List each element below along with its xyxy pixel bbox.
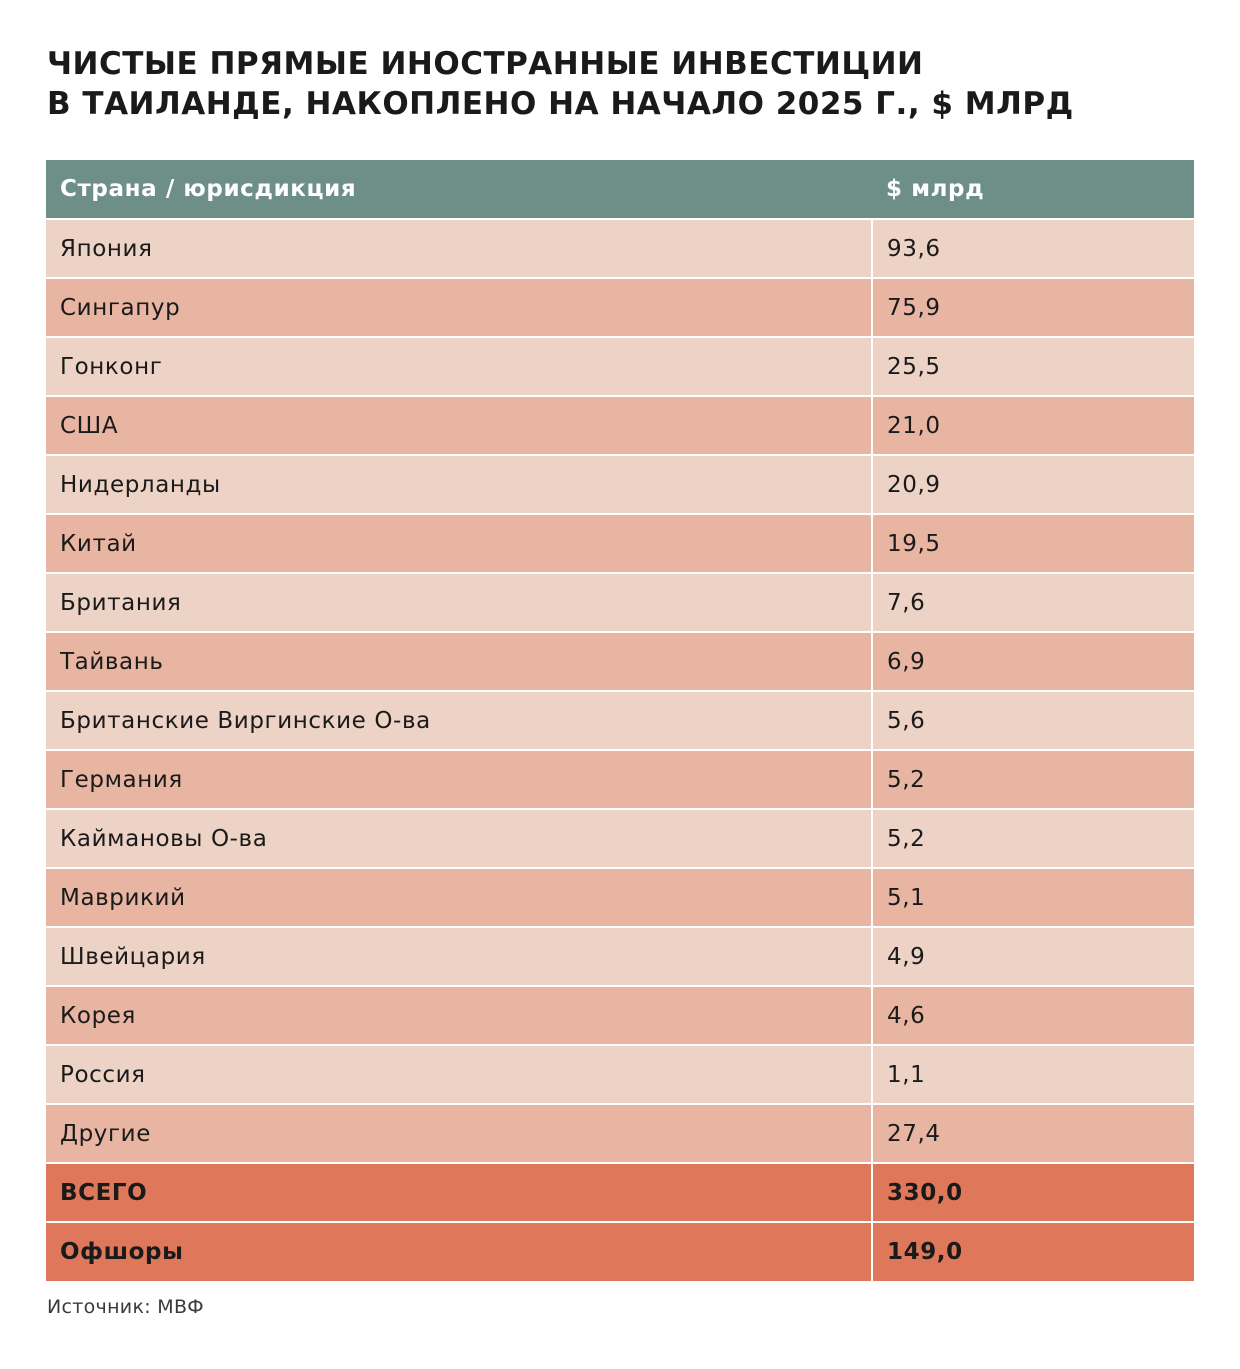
country-cell: Сингапур (46, 278, 872, 337)
table-row (46, 1045, 1194, 1104)
country-cell: Япония (46, 219, 872, 278)
table-row (46, 868, 1194, 927)
value-cell: 75,9 (872, 278, 1194, 337)
country-cell: Россия (46, 1045, 872, 1104)
chart-title-line-1: ЧИСТЫЕ ПРЯМЫЕ ИНОСТРАННЫЕ ИНВЕСТИЦИИ (47, 46, 924, 82)
country-cell: Британские Виргинские О-ва (46, 691, 872, 750)
country-cell: Германия (46, 750, 872, 809)
total-label-cell: Офшоры (46, 1222, 872, 1281)
country-cell: США (46, 396, 872, 455)
table-row (46, 396, 1194, 455)
value-cell: 25,5 (872, 337, 1194, 396)
value-cell: 27,4 (872, 1104, 1194, 1163)
table-row (46, 278, 1194, 337)
table-row (46, 1104, 1194, 1163)
table-row (46, 632, 1194, 691)
value-cell: 5,6 (872, 691, 1194, 750)
value-cell: 5,2 (872, 809, 1194, 868)
value-cell: 19,5 (872, 514, 1194, 573)
total-value-cell: 330,0 (872, 1163, 1194, 1222)
country-cell: Гонконг (46, 337, 872, 396)
table-total-row (46, 1163, 1194, 1222)
table-row (46, 809, 1194, 868)
value-cell: 5,2 (872, 750, 1194, 809)
table-row (46, 514, 1194, 573)
country-cell: Маврикий (46, 868, 872, 927)
table-row (46, 691, 1194, 750)
chart-title-line-2: В ТАИЛАНДЕ, НАКОПЛЕНО НА НАЧАЛО 2025 Г., $ МЛРД (47, 86, 1074, 122)
value-cell: 1,1 (872, 1045, 1194, 1104)
table-header-row (46, 160, 1194, 219)
column-header-value: $ млрд (872, 160, 1194, 219)
country-cell: Тайвань (46, 632, 872, 691)
table-row (46, 455, 1194, 514)
table-total-row (46, 1222, 1194, 1281)
table-row (46, 986, 1194, 1045)
table-row (46, 750, 1194, 809)
table-row (46, 337, 1194, 396)
source-note: Источник: МВФ (47, 1296, 204, 1318)
chart-title (47, 44, 1197, 124)
country-cell: Каймановы О-ва (46, 809, 872, 868)
country-cell: Китай (46, 514, 872, 573)
table-row (46, 927, 1194, 986)
value-cell: 21,0 (872, 396, 1194, 455)
value-cell: 4,9 (872, 927, 1194, 986)
value-cell: 4,6 (872, 986, 1194, 1045)
table-body (46, 219, 1194, 1281)
column-header-country: Страна / юрисдикция (46, 160, 872, 219)
country-cell: Другие (46, 1104, 872, 1163)
table-row (46, 219, 1194, 278)
value-cell: 93,6 (872, 219, 1194, 278)
value-cell: 7,6 (872, 573, 1194, 632)
country-cell: Швейцария (46, 927, 872, 986)
value-cell: 6,9 (872, 632, 1194, 691)
table-row (46, 573, 1194, 632)
total-label-cell: ВСЕГО (46, 1163, 872, 1222)
value-cell: 20,9 (872, 455, 1194, 514)
value-cell: 5,1 (872, 868, 1194, 927)
country-cell: Корея (46, 986, 872, 1045)
investment-table (46, 160, 1194, 1281)
total-value-cell: 149,0 (872, 1222, 1194, 1281)
country-cell: Британия (46, 573, 872, 632)
country-cell: Нидерланды (46, 455, 872, 514)
